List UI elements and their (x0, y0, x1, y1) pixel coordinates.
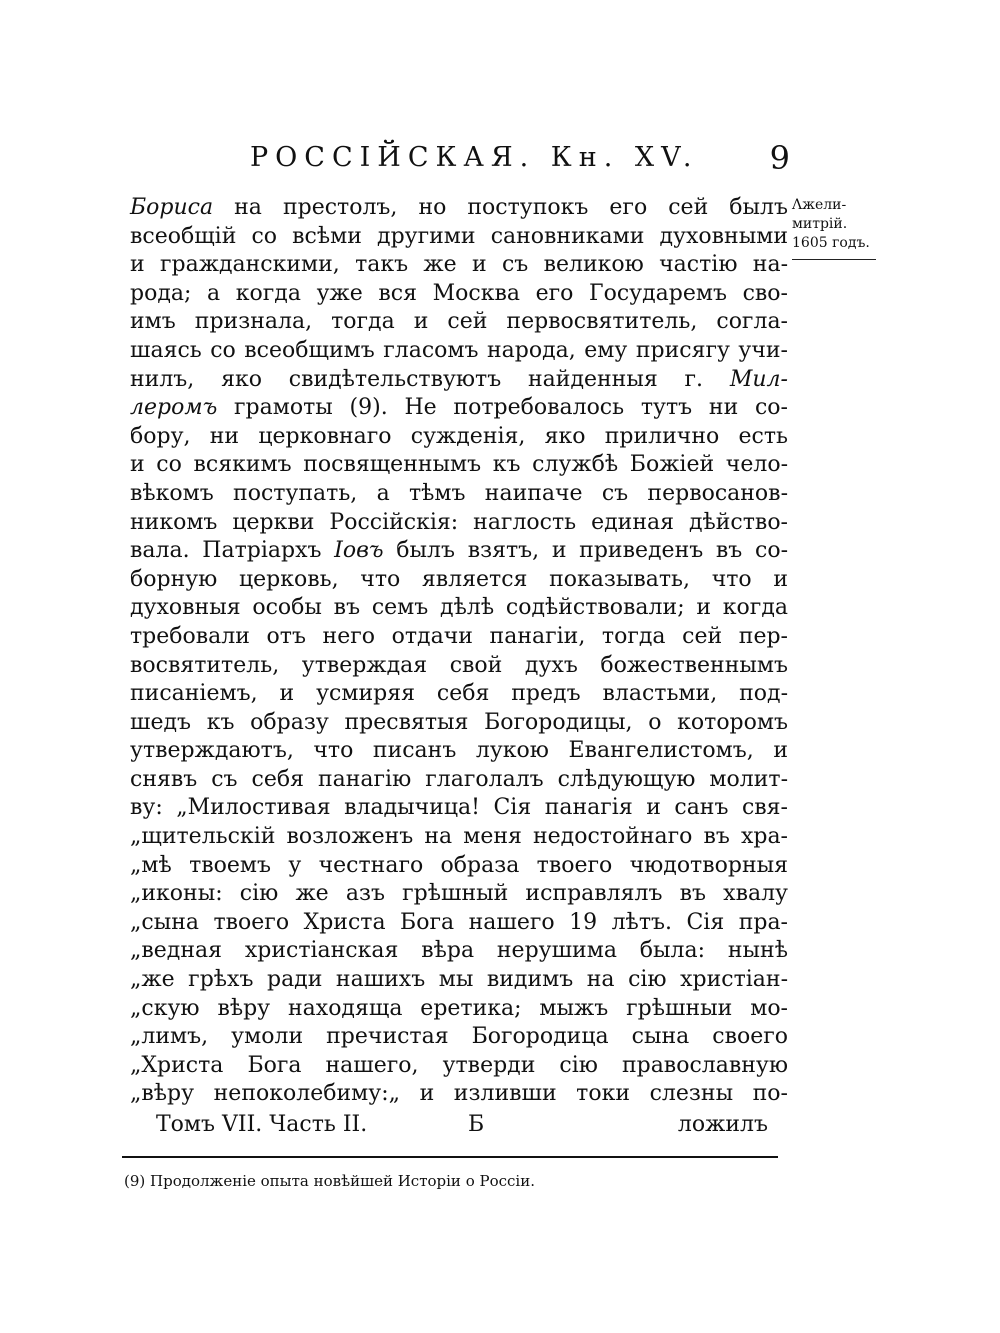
text-line: восвятитель, утверждая свой духъ божественнымъ (130, 652, 788, 678)
text-line: и со всякимъ посвященнымъ къ службѣ Божіей чело- (130, 452, 788, 478)
text-line: „ведная христіанская вѣра нерушима была: нынѣ (130, 938, 788, 964)
text-line: рода; а когда уже вся Москва его Государемъ сво- (130, 280, 788, 306)
margin-note-line-1: Λжели- (792, 197, 847, 213)
text-line: „иконы: сію же азъ грѣшный исправлялъ въ хвалу (130, 881, 788, 907)
italic-name: леромъ (130, 395, 218, 421)
text-line: духовныя особы въ семъ дѣлѣ содѣйствовали; и когда (130, 595, 788, 621)
running-head (130, 138, 790, 178)
running-title: РОССІЙСКАЯ. Кн. XV. (250, 142, 699, 173)
text-line: вала. Патріархъ Іовъ былъ взятъ, и приведенъ въ со- (130, 538, 788, 564)
text-line: шаясь со всеобщимъ гласомъ народа, ему присягу учи- (130, 337, 788, 363)
catchword: ложилъ (677, 1112, 768, 1137)
text-line: „скую вѣру находяща еретика; мыжъ грѣшныи мо- (130, 995, 788, 1021)
margin-note-line-3: 1605 годъ. (792, 235, 870, 251)
text-line: „мѣ твоемъ у честнаго образа твоего чюдотворныя (130, 852, 788, 878)
italic-name: Іовъ (321, 538, 384, 564)
text-line: всеобщій со всѣми другими сановниками духовными (130, 223, 788, 249)
text-line: бору, ни церковнаго сужденія, яко прилично есть (130, 423, 788, 449)
body-text (130, 194, 788, 1109)
volume-part-label: Томъ VII. Часть II. (156, 1112, 368, 1137)
text-line: „Христа Бога нашего, утверди сію православную (130, 1052, 788, 1078)
text-line: писаніемъ, и усмиряя себя предъ властьми, под- (130, 681, 788, 707)
footnote: (9) Продолженіе опыта новѣйшей Исторіи о Россіи. (124, 1172, 535, 1190)
text-line: „сына твоего Христа Бога нашего 19 лѣтъ. Сія пра- (130, 909, 788, 935)
italic-name: Бориса (130, 195, 214, 220)
text-line: леромъ грамоты (9). Не потребовалось тутъ ни со- (130, 395, 788, 421)
text-line: „вѣру непоколебиму:„ и изливши токи слезны по- (130, 1081, 788, 1107)
text-line: снявъ съ себя панагію глаголалъ слѣдующую молит- (130, 766, 788, 792)
text-line: требовали отъ него отдачи панагіи, тогда сей пер- (130, 623, 788, 649)
page-number: 9 (769, 139, 790, 177)
text-line: нилъ, яко свидѣтельствуютъ найденныя г. Мил- (130, 366, 788, 392)
text-line: шедъ къ образу пресвятыя Богородицы, о которомъ (130, 709, 788, 735)
signature-mark: Б (468, 1112, 485, 1137)
text-line: вѣкомъ поступать, а тѣмъ наипаче съ первосанов- (130, 480, 788, 506)
margin-note-line-2: митрій. (792, 216, 848, 232)
text-line: и гражданскими, такъ же и съ великою частію на- (130, 252, 788, 278)
margin-note (792, 196, 880, 260)
text-line: „же грѣхъ ради нашихъ мы видимъ на сію христіан- (130, 967, 788, 993)
text-line: „щительскій возложенъ на меня недостойнаго въ хра- (130, 824, 788, 850)
text-line: „лимъ, умоли пречистая Богородица сына своего (130, 1024, 788, 1050)
text-line: утверждаютъ, что писанъ лукою Евангелистомъ, и (130, 738, 788, 764)
signature-line (130, 1110, 788, 1140)
italic-name: Мил- (703, 366, 788, 392)
text-line: никомъ церкви Россійскія: наглость единая дѣйство- (130, 509, 788, 535)
footnote-rule (122, 1156, 778, 1158)
text-line: ву: „Милостивая владычица! Сія панагія и санъ свя- (130, 795, 788, 821)
text-line: борную церковь, что является показывать, что и (130, 566, 788, 592)
text-line: Бориса на престолъ, но поступокъ его сей былъ (130, 195, 788, 220)
margin-note-rule (792, 259, 876, 260)
text-line: имъ признала, тогда и сей первосвятитель, согла- (130, 309, 788, 335)
